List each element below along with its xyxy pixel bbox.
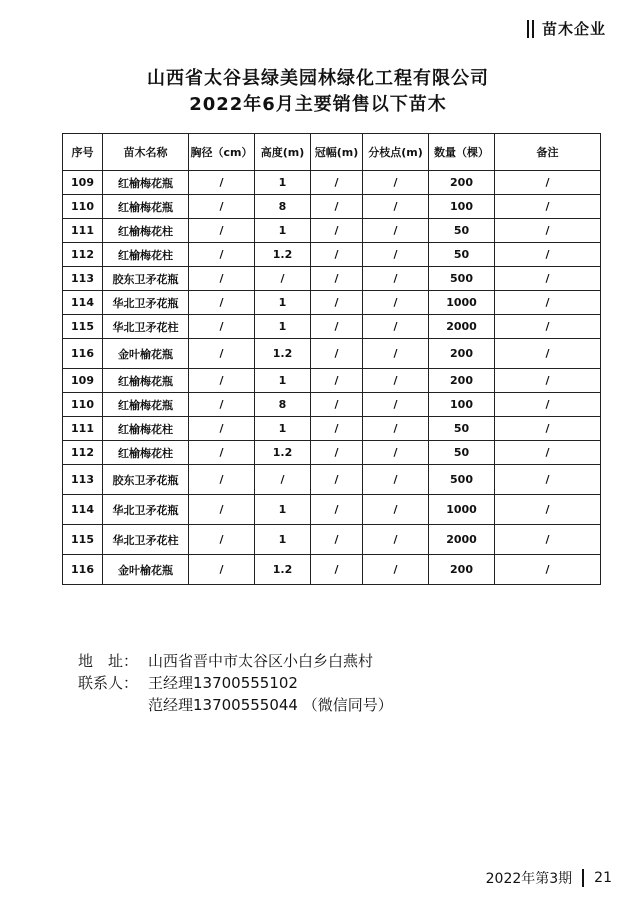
cell-note: / <box>495 267 601 291</box>
cell-no: 111 <box>63 219 103 243</box>
cell-name: 红榆梅花柱 <box>103 219 189 243</box>
cell-branch: / <box>363 171 429 195</box>
cell-dbh: / <box>189 339 255 369</box>
address-label: 地 址： <box>78 652 139 670</box>
cell-height: 1.2 <box>255 555 311 585</box>
contact-label: 联系人： <box>78 674 139 692</box>
table-row <box>63 369 601 393</box>
cell-note: / <box>495 171 601 195</box>
col-header-branch: 分枝点(m) <box>363 134 429 171</box>
title-subtitle: 2022年6月主要销售以下苗木 <box>189 94 447 115</box>
cell-no: 110 <box>63 195 103 219</box>
col-header-crown: 冠幅(m) <box>311 134 363 171</box>
cell-dbh: / <box>189 441 255 465</box>
cell-dbh: / <box>189 243 255 267</box>
cell-name: 华北卫矛花瓶 <box>103 291 189 315</box>
table-row <box>63 417 601 441</box>
col-header-name: 苗木名称 <box>103 134 189 171</box>
cell-dbh: / <box>189 417 255 441</box>
table-row <box>63 195 601 219</box>
cell-note: / <box>495 555 601 585</box>
cell-crown: / <box>311 495 363 525</box>
table-row <box>63 171 601 195</box>
cell-name: 胶东卫矛花瓶 <box>103 465 189 495</box>
cell-name: 红榆梅花柱 <box>103 243 189 267</box>
cell-height: 1 <box>255 369 311 393</box>
cell-no: 116 <box>63 555 103 585</box>
col-header-qty: 数量（棵） <box>429 134 495 171</box>
cell-crown: / <box>311 441 363 465</box>
cell-dbh: / <box>189 195 255 219</box>
cell-qty: 50 <box>429 243 495 267</box>
cell-height: 1 <box>255 525 311 555</box>
table-row <box>63 243 601 267</box>
cell-qty: 500 <box>429 465 495 495</box>
cell-qty: 1000 <box>429 291 495 315</box>
cell-branch: / <box>363 339 429 369</box>
cell-dbh: / <box>189 291 255 315</box>
cell-branch: / <box>363 219 429 243</box>
cell-note: / <box>495 495 601 525</box>
cell-qty: 50 <box>429 219 495 243</box>
cell-note: / <box>495 339 601 369</box>
cell-crown: / <box>311 315 363 339</box>
table-row <box>63 525 601 555</box>
cell-name: 红榆梅花柱 <box>103 441 189 465</box>
cell-note: / <box>495 465 601 495</box>
cell-dbh: / <box>189 495 255 525</box>
cell-note: / <box>495 291 601 315</box>
header-bars-decoration <box>527 20 534 38</box>
cell-height: 1 <box>255 495 311 525</box>
cell-dbh: / <box>189 369 255 393</box>
cell-qty: 2000 <box>429 525 495 555</box>
cell-height: / <box>255 465 311 495</box>
cell-dbh: / <box>189 315 255 339</box>
cell-name: 红榆梅花瓶 <box>103 195 189 219</box>
cell-height: 1.2 <box>255 441 311 465</box>
table-row <box>63 291 601 315</box>
col-header-dbh: 胸径（cm） <box>189 134 255 171</box>
cell-no: 111 <box>63 417 103 441</box>
cell-height: 1.2 <box>255 243 311 267</box>
col-header-note: 备注 <box>495 134 601 171</box>
cell-branch: / <box>363 465 429 495</box>
footer-divider <box>582 869 584 887</box>
cell-branch: / <box>363 195 429 219</box>
cell-height: / <box>255 267 311 291</box>
cell-crown: / <box>311 555 363 585</box>
table-row <box>63 219 601 243</box>
cell-qty: 1000 <box>429 495 495 525</box>
cell-note: / <box>495 219 601 243</box>
cell-name: 胶东卫矛花瓶 <box>103 267 189 291</box>
address-value: 山西省晋中市太谷区小白乡白燕村 <box>148 652 374 670</box>
table-row <box>63 555 601 585</box>
table-row <box>63 267 601 291</box>
cell-crown: / <box>311 393 363 417</box>
cell-dbh: / <box>189 267 255 291</box>
title-company: 山西省太谷县绿美园林绿化工程有限公司 <box>147 68 489 89</box>
cell-no: 110 <box>63 393 103 417</box>
cell-qty: 100 <box>429 393 495 417</box>
nursery-stock-table <box>62 133 600 585</box>
cell-qty: 2000 <box>429 315 495 339</box>
cell-branch: / <box>363 417 429 441</box>
cell-branch: / <box>363 291 429 315</box>
cell-no: 109 <box>63 171 103 195</box>
table-row <box>63 465 601 495</box>
cell-name: 华北卫矛花柱 <box>103 525 189 555</box>
cell-height: 8 <box>255 393 311 417</box>
cell-name: 华北卫矛花柱 <box>103 315 189 339</box>
cell-height: 1 <box>255 291 311 315</box>
cell-dbh: / <box>189 393 255 417</box>
table-row <box>63 393 601 417</box>
cell-branch: / <box>363 267 429 291</box>
cell-height: 1 <box>255 219 311 243</box>
cell-height: 8 <box>255 195 311 219</box>
cell-crown: / <box>311 339 363 369</box>
cell-name: 红榆梅花瓶 <box>103 369 189 393</box>
page-title <box>0 66 636 118</box>
cell-qty: 500 <box>429 267 495 291</box>
cell-crown: / <box>311 291 363 315</box>
cell-branch: / <box>363 315 429 339</box>
cell-height: 1 <box>255 417 311 441</box>
cell-branch: / <box>363 441 429 465</box>
cell-qty: 200 <box>429 369 495 393</box>
cell-no: 112 <box>63 243 103 267</box>
cell-no: 115 <box>63 525 103 555</box>
cell-note: / <box>495 315 601 339</box>
issue-label: 2022年第3期 <box>485 871 573 887</box>
cell-crown: / <box>311 195 363 219</box>
cell-no: 115 <box>63 315 103 339</box>
cell-note: / <box>495 525 601 555</box>
cell-no: 109 <box>63 369 103 393</box>
cell-crown: / <box>311 219 363 243</box>
cell-dbh: / <box>189 525 255 555</box>
cell-note: / <box>495 393 601 417</box>
cell-crown: / <box>311 525 363 555</box>
col-header-no: 序号 <box>63 134 103 171</box>
cell-branch: / <box>363 525 429 555</box>
cell-no: 113 <box>63 465 103 495</box>
cell-name: 红榆梅花瓶 <box>103 171 189 195</box>
cell-no: 114 <box>63 291 103 315</box>
cell-qty: 200 <box>429 555 495 585</box>
contact-person-1: 王经理13700555102 <box>148 674 298 692</box>
section-tag <box>527 18 606 39</box>
cell-note: / <box>495 441 601 465</box>
cell-name: 华北卫矛花瓶 <box>103 495 189 525</box>
section-tag-text: 苗木企业 <box>541 20 606 38</box>
cell-crown: / <box>311 369 363 393</box>
cell-qty: 50 <box>429 441 495 465</box>
cell-branch: / <box>363 393 429 417</box>
cell-qty: 50 <box>429 417 495 441</box>
cell-crown: / <box>311 171 363 195</box>
cell-name: 红榆梅花柱 <box>103 417 189 441</box>
cell-crown: / <box>311 417 363 441</box>
cell-dbh: / <box>189 555 255 585</box>
cell-dbh: / <box>189 219 255 243</box>
cell-note: / <box>495 369 601 393</box>
cell-qty: 100 <box>429 195 495 219</box>
cell-no: 116 <box>63 339 103 369</box>
cell-no: 114 <box>63 495 103 525</box>
cell-qty: 200 <box>429 171 495 195</box>
page-number: 21 <box>594 870 612 886</box>
cell-qty: 200 <box>429 339 495 369</box>
cell-branch: / <box>363 369 429 393</box>
contact-info <box>78 650 393 716</box>
contact-person-2: 范经理13700555044 （微信同号） <box>148 696 393 714</box>
cell-name: 红榆梅花瓶 <box>103 393 189 417</box>
cell-crown: / <box>311 267 363 291</box>
cell-branch: / <box>363 243 429 267</box>
cell-crown: / <box>311 243 363 267</box>
cell-branch: / <box>363 555 429 585</box>
cell-note: / <box>495 417 601 441</box>
table-row <box>63 495 601 525</box>
table-row <box>63 441 601 465</box>
table-row <box>63 339 601 369</box>
cell-dbh: / <box>189 171 255 195</box>
cell-note: / <box>495 243 601 267</box>
table-row <box>63 315 601 339</box>
cell-note: / <box>495 195 601 219</box>
cell-no: 112 <box>63 441 103 465</box>
table-header-row <box>63 134 601 171</box>
cell-crown: / <box>311 465 363 495</box>
cell-name: 金叶榆花瓶 <box>103 339 189 369</box>
cell-name: 金叶榆花瓶 <box>103 555 189 585</box>
cell-no: 113 <box>63 267 103 291</box>
cell-height: 1.2 <box>255 339 311 369</box>
cell-height: 1 <box>255 171 311 195</box>
cell-branch: / <box>363 495 429 525</box>
cell-height: 1 <box>255 315 311 339</box>
cell-dbh: / <box>189 465 255 495</box>
page-footer <box>486 868 612 888</box>
col-header-height: 高度(m) <box>255 134 311 171</box>
